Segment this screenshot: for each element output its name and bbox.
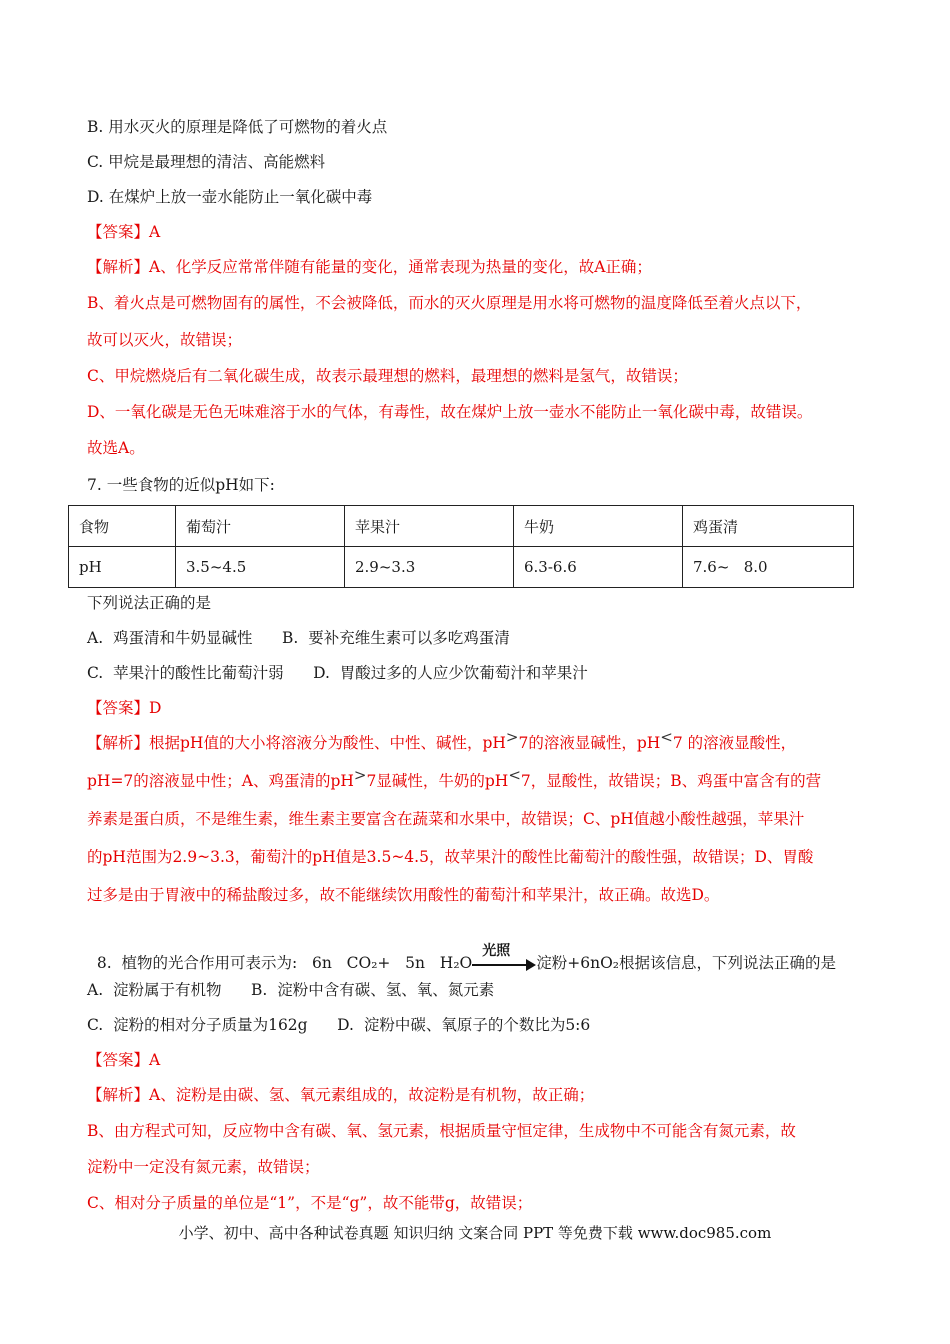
q7-options-ab: A. 鸡蛋清和牛奶显碱性 B. 要补充维生素可以多吃鸡蛋清 bbox=[87, 629, 510, 647]
q6-answer: 【答案】A bbox=[87, 223, 161, 241]
table-cell: pH bbox=[69, 547, 176, 588]
q7-analysis-line bbox=[87, 766, 822, 792]
q7-options-cd: C. 苹果汁的酸性比葡萄汁弱 D. 胃酸过多的人应少饮葡萄汁和苹果汁 bbox=[87, 664, 588, 682]
less-than-sign: < bbox=[508, 766, 521, 784]
q7-stem: 7. 一些食物的近似pH如下: bbox=[87, 476, 275, 494]
analysis-text: 7 的溶液显酸性， bbox=[672, 734, 797, 752]
equation-products: 淀粉+6nO₂根据该信息，下列说法正确的是 bbox=[536, 954, 837, 972]
greater-than-sign: > bbox=[353, 766, 367, 784]
q6-analysis-line: D、一氧化碳是无色无味难溶于水的气体，有毒性，故在煤炉上放一壶水不能防止一氧化碳中毒，故错误。 bbox=[87, 403, 813, 421]
q7-analysis-line bbox=[87, 728, 797, 754]
q8-analysis-line: 【解析】A、淀粉是由碳、氢、氧元素组成的，故淀粉是有机物，故正确； bbox=[87, 1086, 595, 1104]
analysis-text: 7，显酸性，故错误；B、鸡蛋中富含有的营 bbox=[520, 772, 822, 790]
q8-options-cd: C. 淀粉的相对分子质量为162g D. 淀粉中碳、氧原子的个数比为5:6 bbox=[87, 1016, 591, 1034]
q6-analysis-line: 【解析】A、化学反应常常伴随有能量的变化，通常表现为热量的变化，故A正确； bbox=[87, 258, 652, 276]
q6-analysis-line: C、甲烷燃烧后有二氧化碳生成，故表示最理想的燃料，最理想的燃料是氢气，故错误； bbox=[87, 367, 688, 385]
q8-answer: 【答案】A bbox=[87, 1051, 161, 1069]
q8-options-ab: A. 淀粉属于有机物 B. 淀粉中含有碳、氢、氧、氮元素 bbox=[87, 981, 495, 999]
analysis-text: 7显碱性，牛奶的pH bbox=[366, 772, 509, 790]
arrow-condition-label: 光照 bbox=[482, 943, 511, 959]
q7-prompt: 下列说法正确的是 bbox=[87, 594, 212, 612]
q6-option-d: D. 在煤炉上放一壶水能防止一氧化碳中毒 bbox=[87, 188, 373, 206]
q6-analysis-line: 故可以灭火，故错误； bbox=[87, 331, 243, 349]
table-header-cell: 鸡蛋清 bbox=[683, 506, 854, 547]
q7-answer: 【答案】D bbox=[87, 699, 162, 717]
q7-analysis-line: 过多是由于胃液中的稀盐酸过多，故不能继续饮用酸性的葡萄汁和苹果汁，故正确。故选D。 bbox=[87, 886, 720, 904]
q6-analysis-line: 故选A。 bbox=[87, 439, 145, 457]
q7-analysis-line: 的pH范围为2.9~3.3，葡萄汁的pH值是3.5~4.5，故苹果汁的酸性比葡萄汁的酸性强，故错误；D、胃酸 bbox=[87, 848, 814, 866]
table-cell: 2.9~3.3 bbox=[345, 547, 514, 588]
table-cell: 7.6~ 8.0 bbox=[683, 547, 854, 588]
analysis-text: 7的溶液显碱性，pH bbox=[518, 734, 661, 752]
analysis-text: 【解析】根据pH值的大小将溶液分为酸性、中性、碱性，pH bbox=[87, 734, 506, 752]
ph-table bbox=[68, 505, 854, 588]
analysis-text: pH=7的溶液显中性；A、鸡蛋清的pH bbox=[87, 772, 354, 790]
table-row bbox=[69, 547, 854, 588]
q8-analysis-line: C、相对分子质量的单位是“1”，不是“g”，故不能带g，故错误； bbox=[87, 1194, 533, 1212]
q6-option-b: B. 用水灭火的原理是降低了可燃物的着火点 bbox=[87, 118, 388, 136]
q6-option-c: C. 甲烷是最理想的清洁、高能燃料 bbox=[87, 153, 326, 171]
page-footer: 小学、初中、高中各种试卷真题 知识归纳 文案合同 PPT 等免费下载 www.doc985.com bbox=[178, 1224, 772, 1242]
table-header-cell: 食物 bbox=[69, 506, 176, 547]
table-header-cell: 牛奶 bbox=[514, 506, 683, 547]
table-row bbox=[69, 506, 854, 547]
table-header-cell: 苹果汁 bbox=[345, 506, 514, 547]
greater-than-sign: > bbox=[505, 728, 519, 746]
reaction-arrow-icon bbox=[472, 943, 536, 974]
q7-analysis-line: 养素是蛋白质，不是维生素，维生素主要富含在蔬菜和水果中，故错误；C、pH值越小酸性越强，苹果汁 bbox=[87, 810, 805, 828]
q8-analysis-line: B、由方程式可知，反应物中含有碳、氧、氢元素，根据质量守恒定律，生成物中不可能含有氮元素，故 bbox=[87, 1122, 796, 1140]
table-cell: 6.3-6.6 bbox=[514, 547, 683, 588]
q6-analysis-line: B、着火点是可燃物固有的属性，不会被降低，而水的灭火原理是用水将可燃物的温度降低至着火点以下， bbox=[87, 294, 812, 312]
table-header-cell: 葡萄汁 bbox=[176, 506, 345, 547]
equation-reactants: 8. 植物的光合作用可表示为: 6n CO₂+ 5n H₂O bbox=[96, 954, 473, 972]
q8-stem bbox=[87, 930, 836, 974]
less-than-sign: < bbox=[660, 728, 673, 746]
q8-analysis-line: 淀粉中一定没有氮元素，故错误； bbox=[87, 1158, 320, 1176]
table-cell: 3.5~4.5 bbox=[176, 547, 345, 588]
